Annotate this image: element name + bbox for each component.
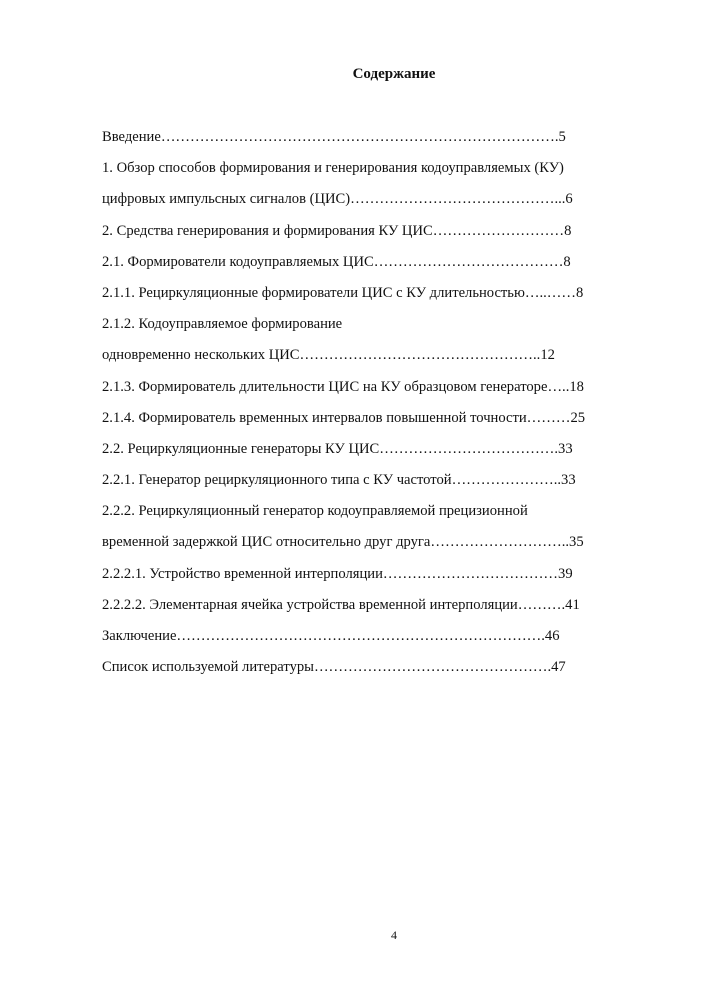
toc-entry-1-line-1: 1. Обзор способов формирования и генерирования кодоуправляемых (КУ) — [102, 160, 564, 177]
toc-entry-2-2-2-line-2: временной задержкой ЦИС относительно друг друга………………………..35 — [102, 534, 584, 551]
toc-entry-2-1-2-line-1: 2.1.2. Кодоуправляемое формирование — [102, 316, 343, 333]
page-title: Содержание — [352, 66, 436, 82]
toc-entry-2-1-2-line-2: одновременно нескольких ЦИС…………………………………………..12 — [102, 347, 555, 364]
toc-entry-references: Список используемой литературы………………………………………….47 — [102, 659, 566, 676]
toc-entry-2-1-4: 2.1.4. Формирователь временных интервалов повышенной точности………25 — [102, 409, 586, 426]
toc-entry-2-2-2-line-1: 2.2.2. Рециркуляционный генератор кодоуправляемой прецизионной — [102, 503, 528, 520]
toc-entry-2-2-1: 2.2.1. Генератор рециркуляционного типа с КУ частотой…………………..33 — [102, 472, 576, 489]
toc-entry-2-1-3: 2.1.3. Формирователь длительности ЦИС на КУ образцовом генераторе…..18 — [102, 378, 584, 395]
toc-entry-introduction: Введение……………………………………………………………………….5 — [102, 129, 566, 145]
table-of-contents — [102, 122, 658, 683]
page-number: 4 — [391, 928, 397, 942]
toc-entry-conclusion: Заключение………………………………………………………………….46 — [102, 628, 560, 644]
toc-entry-2: 2. Средства генерирования и формирования КУ ЦИС………………………8 — [102, 222, 572, 239]
toc-entry-2-1-1: 2.1.1. Рециркуляционные формирователи ЦИС с КУ длительностью…..……8 — [102, 284, 584, 301]
toc-entry-2-2: 2.2. Рециркуляционные генераторы КУ ЦИС……………………………….33 — [102, 440, 573, 457]
toc-entry-2-2-2-2: 2.2.2.2. Элементарная ячейка устройства временной интерполяции……….41 — [102, 596, 580, 613]
toc-entry-1-line-2: цифровых импульсных сигналов (ЦИС)……………………………………...6 — [102, 191, 573, 208]
toc-entry-2-2-2-1: 2.2.2.1. Устройство временной интерполяции………………………………39 — [102, 565, 573, 582]
toc-entry-2-1: 2.1. Формирователи кодоуправляемых ЦИС…………………………………8 — [102, 253, 571, 270]
